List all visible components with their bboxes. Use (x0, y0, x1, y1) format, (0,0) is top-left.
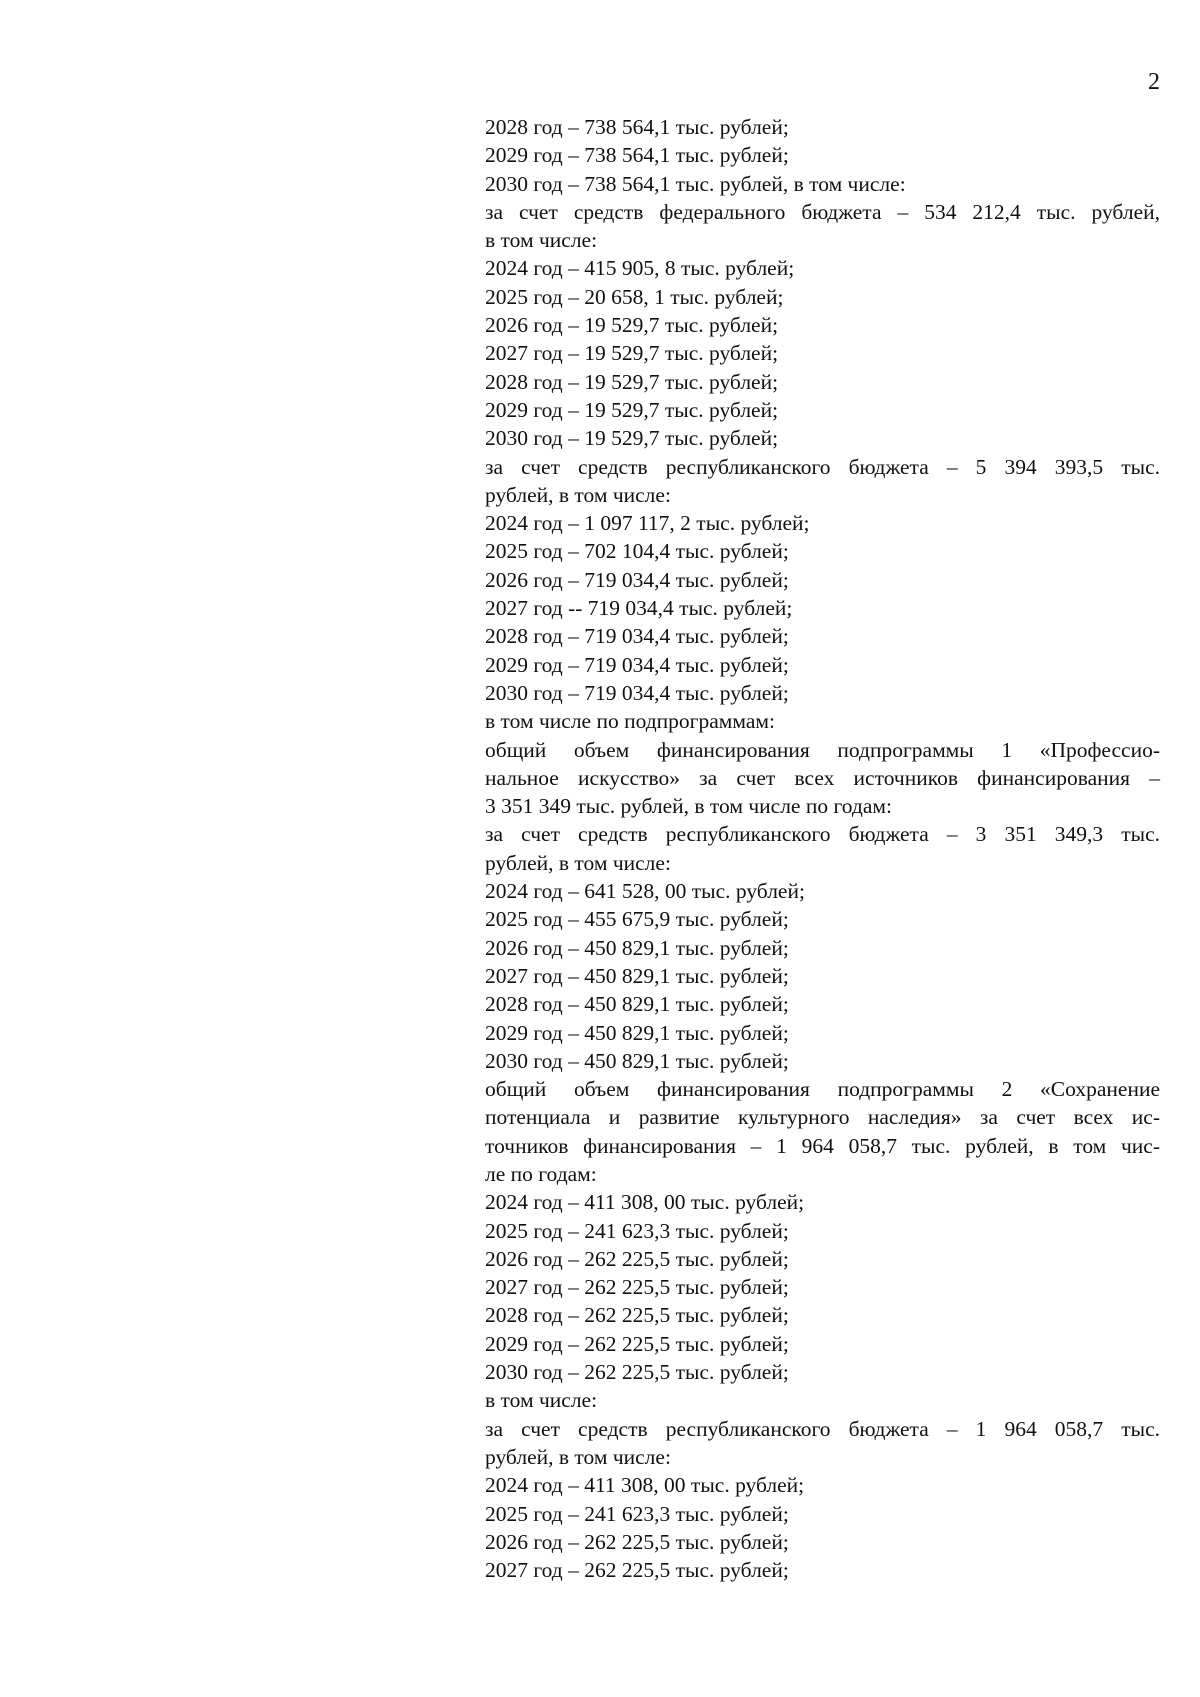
text-line: ле по годам: (485, 1161, 597, 1186)
text-line: 2029 год – 738 564,1 тыс. рублей; (485, 143, 789, 168)
text-line: 2030 год – 719 034,4 тыс. рублей; (485, 680, 789, 705)
text-line: 2025 год – 241 623,3 тыс. рублей; (485, 1218, 789, 1243)
text-line: общий объем финансирования подпрограммы 1 «Профессио- (485, 737, 1160, 762)
text-line: за счет средств республиканского бюджета – 3 351 349,3 тыс. (485, 822, 1160, 847)
text-line: за счет средств республиканского бюджета – 5 394 393,5 тыс. (485, 454, 1160, 479)
text-line: 2029 год – 450 829,1 тыс. рублей; (485, 1020, 789, 1045)
text-line: 2028 год – 19 529,7 тыс. рублей; (485, 369, 779, 394)
text-line: 2027 год – 262 225,5 тыс. рублей; (485, 1275, 789, 1300)
text-line: 2024 год – 415 905, 8 тыс. рублей; (485, 256, 795, 281)
text-line: 2028 год – 262 225,5 тыс. рублей; (485, 1303, 789, 1328)
page-number: 2 (1148, 69, 1160, 95)
text-line: 2030 год – 262 225,5 тыс. рублей; (485, 1360, 789, 1385)
text-line: в том числе по подпрограммам: (485, 709, 775, 734)
text-line: 2027 год – 262 225,5 тыс. рублей; (485, 1558, 789, 1583)
text-line: нальное искусство» за счет всех источников финансирования – (485, 765, 1160, 790)
text-line: 2027 год – 450 829,1 тыс. рублей; (485, 963, 789, 988)
text-line: 2026 год – 262 225,5 тыс. рублей; (485, 1246, 789, 1271)
text-line: 2025 год – 241 623,3 тыс. рублей; (485, 1501, 789, 1526)
text-line: общий объем финансирования подпрограммы 2 «Сохранение (485, 1077, 1160, 1102)
text-line: рублей, в том числе: (485, 850, 671, 875)
text-line: 2024 год – 641 528, 00 тыс. рублей; (485, 879, 805, 904)
text-line: 2028 год – 738 564,1 тыс. рублей; (485, 115, 789, 139)
text-line: 2029 год – 719 034,4 тыс. рублей; (485, 652, 789, 677)
text-line: 2024 год – 1 097 117, 2 тыс. рублей; (485, 511, 810, 536)
text-line: 2024 год – 411 308, 00 тыс. рублей; (485, 1190, 805, 1215)
text-line: 2030 год – 738 564,1 тыс. рублей, в том числе: (485, 171, 906, 196)
text-line: потенциала и развитие культурного наследия» за счет всех ис- (485, 1105, 1160, 1130)
text-line: рублей, в том числе: (485, 482, 671, 507)
text-line: 2026 год – 262 225,5 тыс. рублей; (485, 1529, 789, 1554)
text-line: 2030 год – 450 829,1 тыс. рублей; (485, 1048, 789, 1073)
text-line: 2024 год – 411 308, 00 тыс. рублей; (485, 1473, 805, 1498)
text-line: 2028 год – 450 829,1 тыс. рублей; (485, 992, 789, 1017)
text-line: 2030 год – 19 529,7 тыс. рублей; (485, 426, 779, 451)
text-line: 2029 год – 19 529,7 тыс. рублей; (485, 397, 779, 422)
text-line: 2025 год – 702 104,4 тыс. рублей; (485, 539, 789, 564)
text-line: точников финансирования – 1 964 058,7 тыс. рублей, в том чис- (485, 1133, 1160, 1158)
document-text-column (485, 113, 1160, 1584)
text-line: за счет средств республиканского бюджета – 1 964 058,7 тыс. (485, 1416, 1160, 1441)
text-line: 2026 год – 19 529,7 тыс. рублей; (485, 313, 779, 338)
text-line: 2028 год – 719 034,4 тыс. рублей; (485, 624, 789, 649)
text-line: 2025 год – 455 675,9 тыс. рублей; (485, 907, 789, 932)
text-line: 2026 год – 719 034,4 тыс. рублей; (485, 567, 789, 592)
text-line: 2025 год – 20 658, 1 тыс. рублей; (485, 284, 784, 309)
text-line: 2027 год -- 719 034,4 тыс. рублей; (485, 596, 793, 621)
text-line: 2027 год – 19 529,7 тыс. рублей; (485, 341, 779, 366)
text-line: 2029 год – 262 225,5 тыс. рублей; (485, 1331, 789, 1356)
text-line: в том числе: (485, 1388, 598, 1413)
text-line: 3 351 349 тыс. рублей, в том числе по годам: (485, 794, 892, 819)
text-line: 2026 год – 450 829,1 тыс. рублей; (485, 935, 789, 960)
text-line: рублей, в том числе: (485, 1444, 671, 1469)
text-line: в том числе: (485, 228, 598, 253)
text-line: за счет средств федерального бюджета – 534 212,4 тыс. рублей, (485, 199, 1160, 224)
